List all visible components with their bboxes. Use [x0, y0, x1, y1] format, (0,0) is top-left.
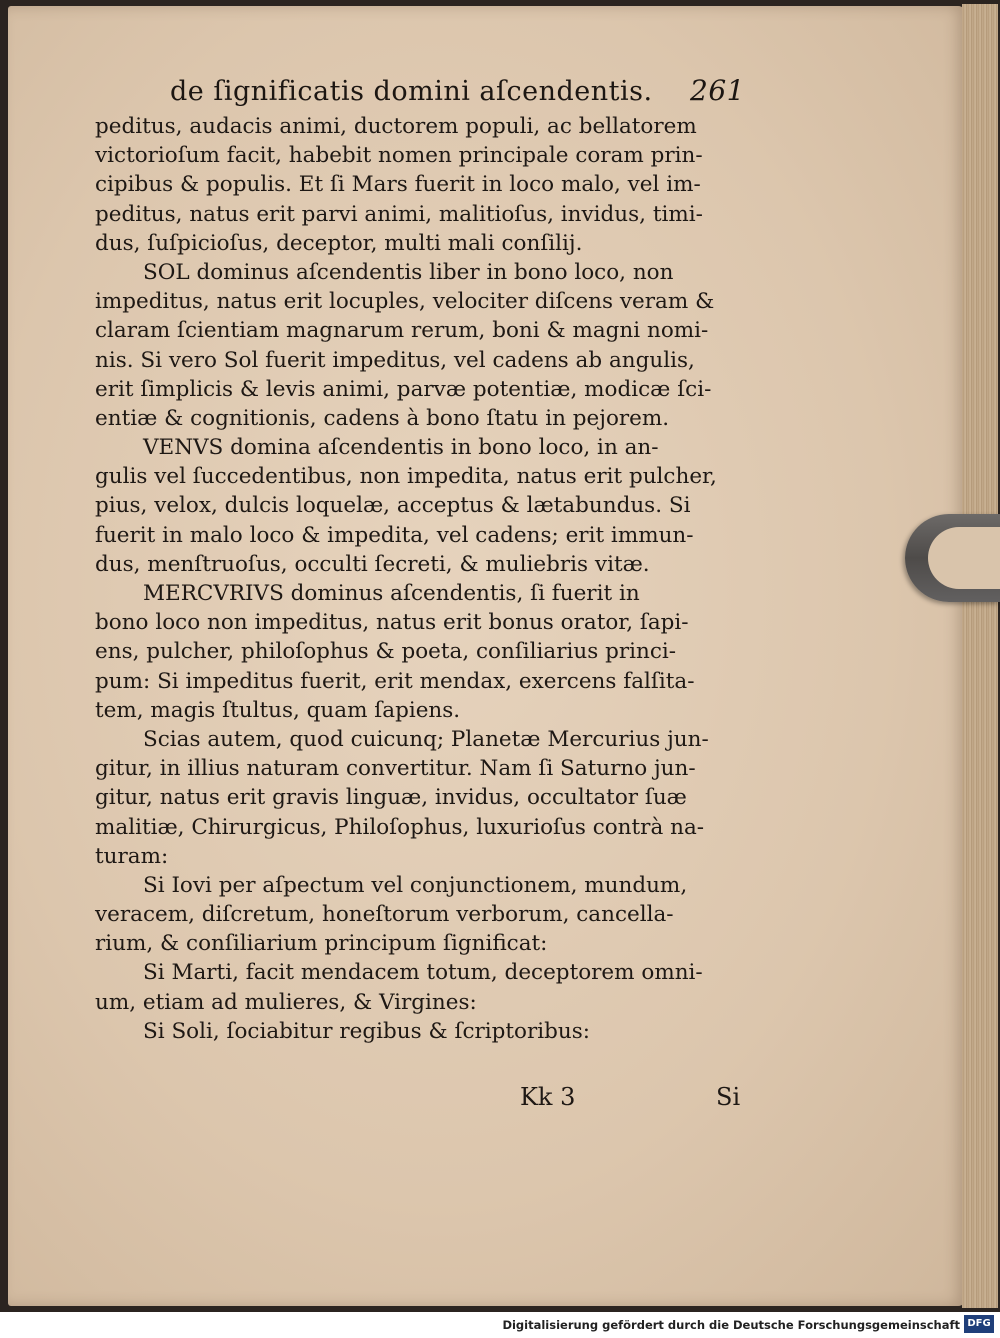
text-line: peditus, audacis animi, ductorem populi, ac bellatorem [95, 114, 697, 139]
text-line: gitur, in illius naturam convertitur. Nam ſi Saturno jun- [95, 756, 696, 782]
text-line: VENVS domina aſcendentis in bono loco, in an- [143, 435, 659, 461]
text-line: gitur, natus erit gravis linguæ, invidus, occultator ſuæ [95, 785, 687, 811]
page-number: 261 [690, 74, 745, 107]
text-line: pius, velox, dulcis loquelæ, acceptus & lætabundus. Si [95, 493, 691, 519]
text-line: Si Soli, ſociabitur regibus & ſcriptoribus: [143, 1018, 591, 1044]
text-line: dus, ſuſpicioſus, deceptor, multi mali conſilij. [95, 230, 583, 256]
text-line: entiæ & cognitionis, cadens à bono ſtatu in pejorem. [95, 405, 670, 431]
text-line: gulis vel ſuccedentibus, non impedita, natus erit pulcher, [95, 464, 717, 490]
text-line: bono loco non impeditus, natus erit bonus orator, ſapi- [95, 610, 689, 636]
text-line: rium, & conſiliarium principum ſignificat: [95, 931, 548, 957]
book-fore-edge [962, 4, 998, 1308]
text-line: dus, menſtruoſus, occulti ſecreti, & muliebris vitæ. [95, 551, 650, 577]
text-line: pum: Si impeditus fuerit, erit mendax, exercens falſita- [95, 668, 695, 694]
digitization-credit: Digitalisierung gefördert durch die Deutsche Forschungsgemeinschaft [502, 1318, 960, 1332]
text-line: um, etiam ad mulieres, & Virgines: [95, 989, 477, 1015]
text-line: erit ſimplicis & levis animi, parvæ potentiæ, modicæ ſci- [95, 376, 712, 402]
text-line: Scias autem, quod cuicunq; Planetæ Mercurius jun- [143, 726, 709, 752]
text-line: turam: [95, 843, 169, 869]
text-line: impeditus, natus erit locuples, velociter diſcens veram & [95, 289, 715, 315]
text-line: tem, magis ſtultus, quam ſapiens. [95, 697, 461, 723]
page-body-text [95, 112, 755, 1046]
text-line: Si Iovi per aſpectum vel conjunctionem, mundum, [143, 872, 688, 898]
text-line: victorioſum facit, habebit nomen principale coram prin- [95, 143, 703, 169]
text-line: ens, pulcher, philoſophus & poeta, conſiliarius princi- [95, 639, 677, 665]
text-line: Si Marti, facit mendacem totum, deceptorem omni- [143, 960, 703, 986]
book-clasp-opening [928, 527, 1000, 589]
text-line: nis. Si vero Sol fuerit impeditus, vel cadens ab angulis, [95, 347, 695, 373]
text-line: fuerit in malo loco & impedita, vel cadens; erit immun- [95, 522, 694, 548]
text-line: MERCVRIVS dominus aſcendentis, ſi fuerit in [143, 581, 640, 606]
dfg-logo: DFG [964, 1315, 994, 1333]
text-line: SOL dominus aſcendentis liber in bono loco, non [143, 259, 674, 285]
text-line: malitiæ, Chirurgicus, Philoſophus, luxurioſus contrà na- [95, 814, 705, 840]
catchword: Si [716, 1083, 741, 1111]
text-line: veracem, diſcretum, honeſtorum verborum, cancella- [95, 902, 674, 928]
signature-mark: Kk 3 [520, 1083, 576, 1111]
running-head-title: de ſignificatis domini aſcendentis. [170, 76, 653, 107]
text-line: claram ſcientiam magnarum rerum, boni & magni nomi- [95, 318, 709, 344]
text-line: cipibus & populis. Et ſi Mars fuerit in loco malo, vel im- [95, 172, 701, 198]
running-header [170, 70, 770, 114]
text-line: peditus, natus erit parvi animi, malitioſus, invidus, timi- [95, 201, 703, 227]
